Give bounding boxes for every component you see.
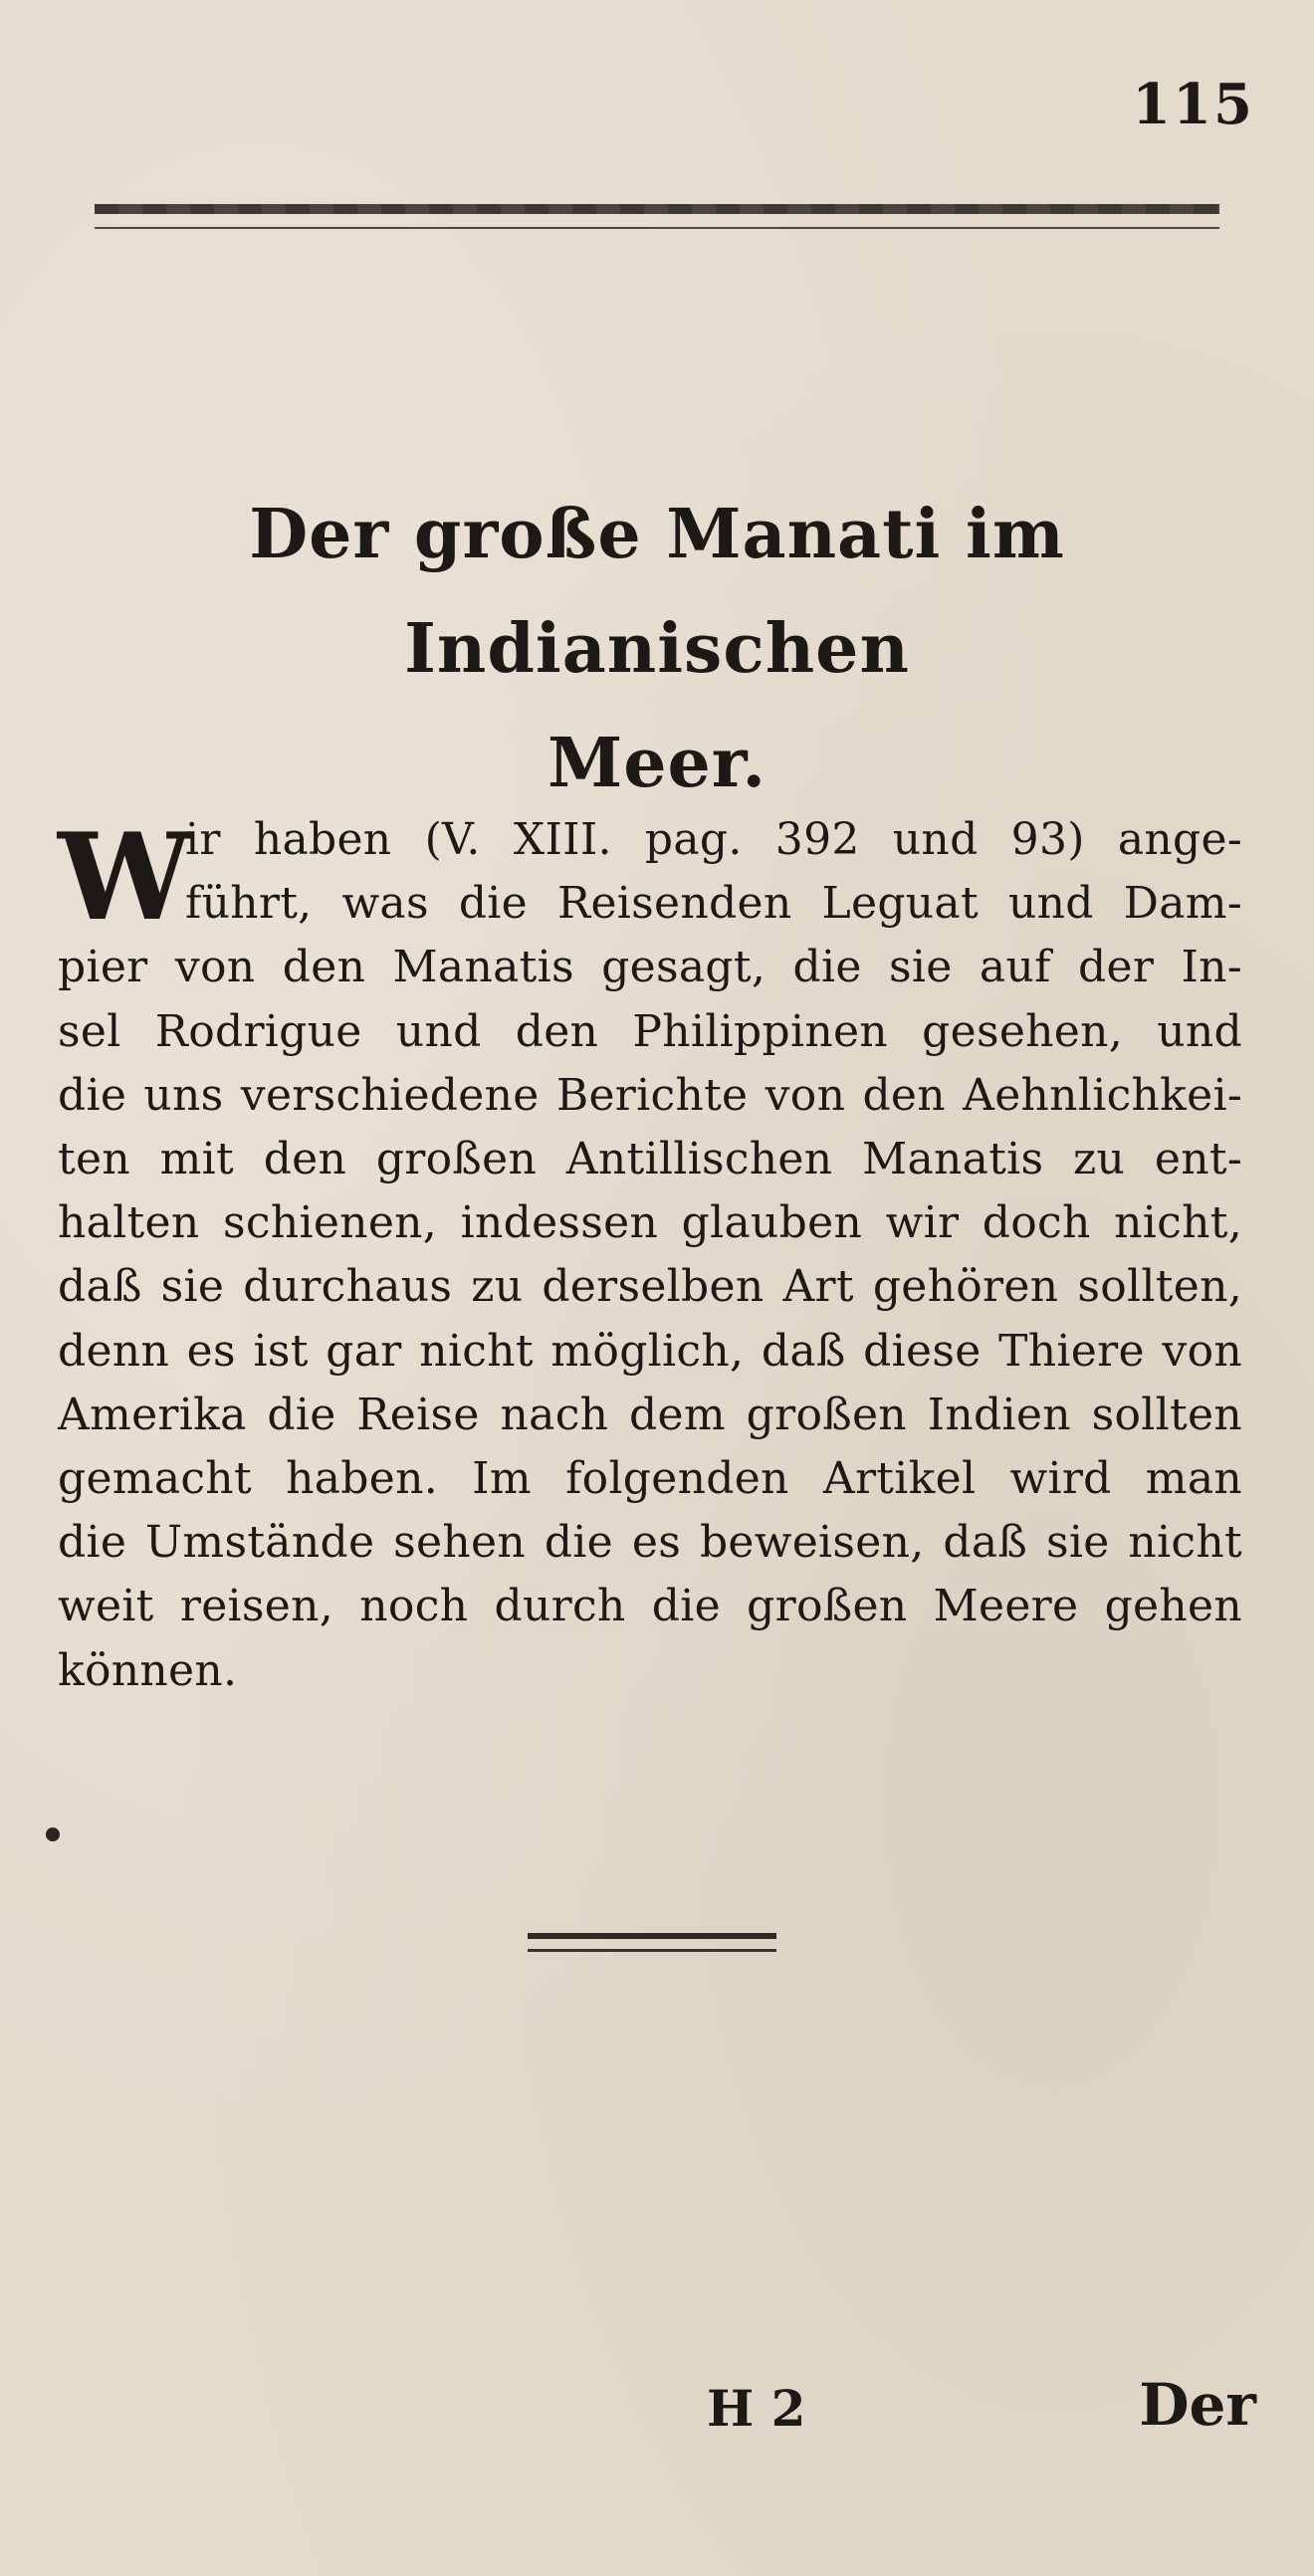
body-line-5: die uns verschiedene Berichte von den Aehnlichkei-: [58, 1069, 1242, 1121]
body-line-13: weit reisen, noch durch die großen Meere gehen: [58, 1581, 1242, 1632]
end-rule-thin: [528, 1949, 776, 1952]
top-rule-thick: [95, 204, 1219, 214]
body-line-7: halten schienen, indessen glauben wir doch nicht,: [58, 1197, 1242, 1249]
ink-dot: [46, 1827, 60, 1841]
body-text: [58, 808, 1242, 1703]
body-line-2: führt, was die Reisenden Leguat und Dam-: [185, 878, 1242, 930]
page-number: 115: [1132, 72, 1254, 137]
body-line-10: Amerika die Reise nach dem großen Indien sollten: [58, 1389, 1242, 1440]
top-rule-thin: [95, 227, 1219, 229]
end-rule-thick: [528, 1933, 776, 1939]
chapter-title: [0, 478, 1314, 821]
body-line-12: die Umstände sehen die es beweisen, daß sie nicht: [58, 1517, 1242, 1569]
body-line-6: ten mit den großen Antillischen Manatis zu ent-: [58, 1134, 1242, 1185]
signature-mark: H 2: [707, 2379, 806, 2438]
drop-cap: W: [58, 807, 193, 948]
body-line-1: ir haben (V. XIII. pag. 392 und 93) ange-: [185, 814, 1242, 865]
catchword: Der: [1139, 2371, 1256, 2439]
body-line-4: sel Rodrigue und den Philippinen gesehen, und: [58, 1005, 1242, 1057]
body-line-8: daß sie durchaus zu derselben Art gehören sollten,: [58, 1261, 1242, 1313]
chapter-title-line-2: Meer.: [547, 724, 767, 803]
body-line-3: pier von den Manatis gesagt, die sie auf der In-: [58, 942, 1242, 993]
body-line-11: gemacht haben. Im folgenden Artikel wird man: [58, 1453, 1242, 1505]
body-line-9: denn es ist gar nicht möglich, daß diese Thiere von: [58, 1325, 1242, 1377]
body-line-14: können.: [58, 1644, 238, 1696]
chapter-title-line-1: Der große Manati im Indianischen: [249, 495, 1065, 689]
